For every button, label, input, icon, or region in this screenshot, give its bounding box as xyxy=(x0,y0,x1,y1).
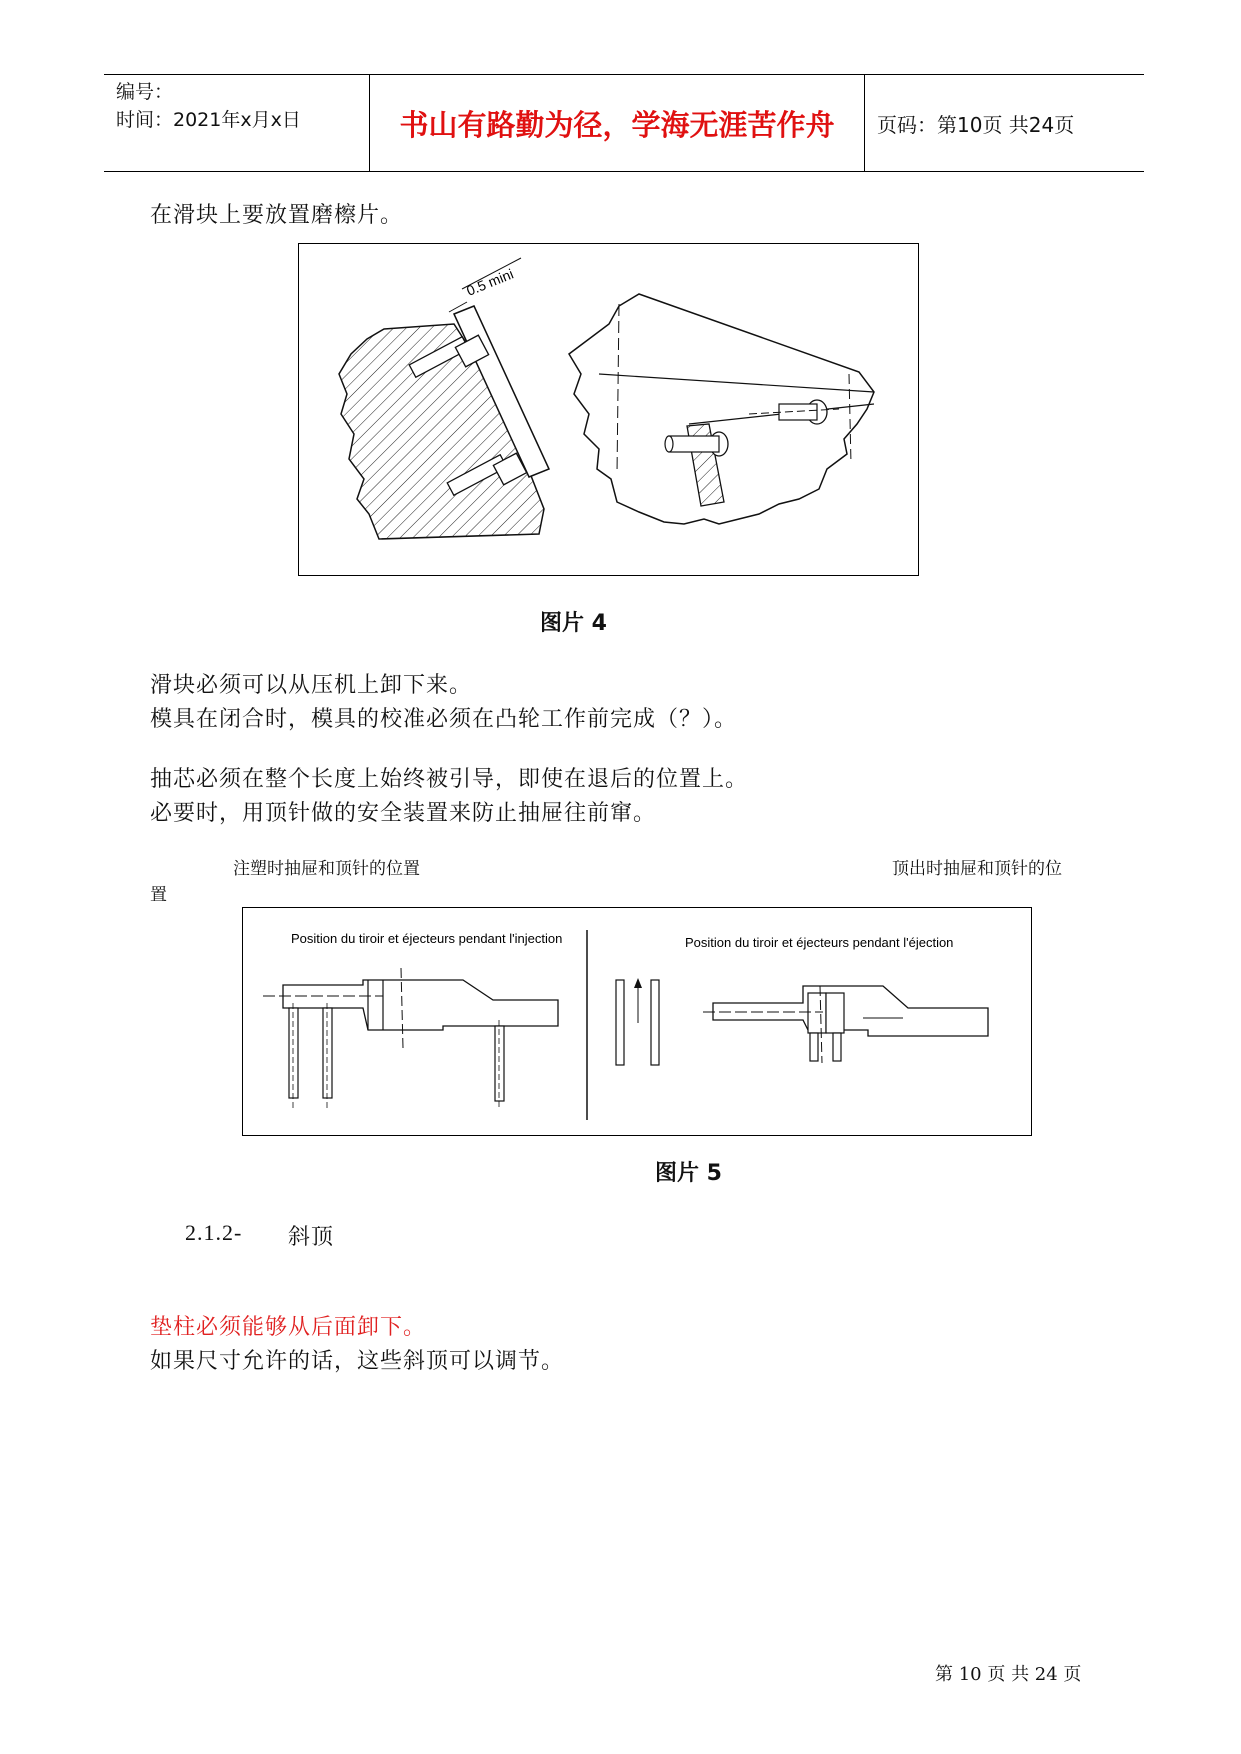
figure-5-right-label-wrap: 置 xyxy=(150,885,167,905)
paragraph-friction-plate: 在滑块上要放置磨檫片。 xyxy=(150,203,404,228)
figure-4-caption: 图片 4 xyxy=(540,611,607,636)
paragraph-core-guided: 抽芯必须在整个长度上始终被引导，即使在退后的位置上。 xyxy=(150,767,749,792)
section-number: 2.1.2- xyxy=(185,1220,243,1245)
figure-5-left-fr-label: Position du tiroir et éjecteurs pendant l'injection xyxy=(291,931,563,946)
section-title: 斜顶 xyxy=(288,1225,335,1250)
header-page-info: 页码：第10页 共24页 xyxy=(877,112,1075,137)
dimension-label: 0.5 mini xyxy=(464,265,516,299)
paragraph-safety-device: 必要时，用顶针做的安全装置来防止抽屉往前窜。 xyxy=(150,801,657,826)
figure-4-drawing xyxy=(299,244,917,574)
figure-5-drawing xyxy=(243,908,1030,1134)
adjustable-note: 如果尺寸允许的话，这些斜顶可以调节。 xyxy=(150,1349,565,1374)
figure-5 xyxy=(242,907,1032,1136)
figure-5-left-label: 注塑时抽屉和顶针的位置 xyxy=(233,859,420,879)
figure-5-caption: 图片 5 xyxy=(655,1161,722,1186)
figure-5-right-label: 顶出时抽屉和顶针的位 xyxy=(892,859,1062,879)
page-footer: 第 10 页 共 24 页 xyxy=(935,1664,1082,1685)
header-meta-cell xyxy=(104,75,370,171)
paragraph-mold-alignment: 模具在闭合时，模具的校准必须在凸轮工作前完成（？）。 xyxy=(150,707,738,732)
figure-4 xyxy=(298,243,919,576)
number-label: 编号： xyxy=(116,81,174,103)
paragraph-slider-removable: 滑块必须可以从压机上卸下来。 xyxy=(150,673,473,698)
red-note: 垫柱必须能够从后面卸下。 xyxy=(150,1315,427,1340)
page-header xyxy=(104,74,1144,172)
header-motto: 书山有路勤为径，学海无涯苦作舟 xyxy=(370,75,865,171)
figure-5-right-fr-label: Position du tiroir et éjecteurs pendant l'éjection xyxy=(685,935,954,950)
time-label: 时间：2021年x月x日 xyxy=(116,109,301,131)
